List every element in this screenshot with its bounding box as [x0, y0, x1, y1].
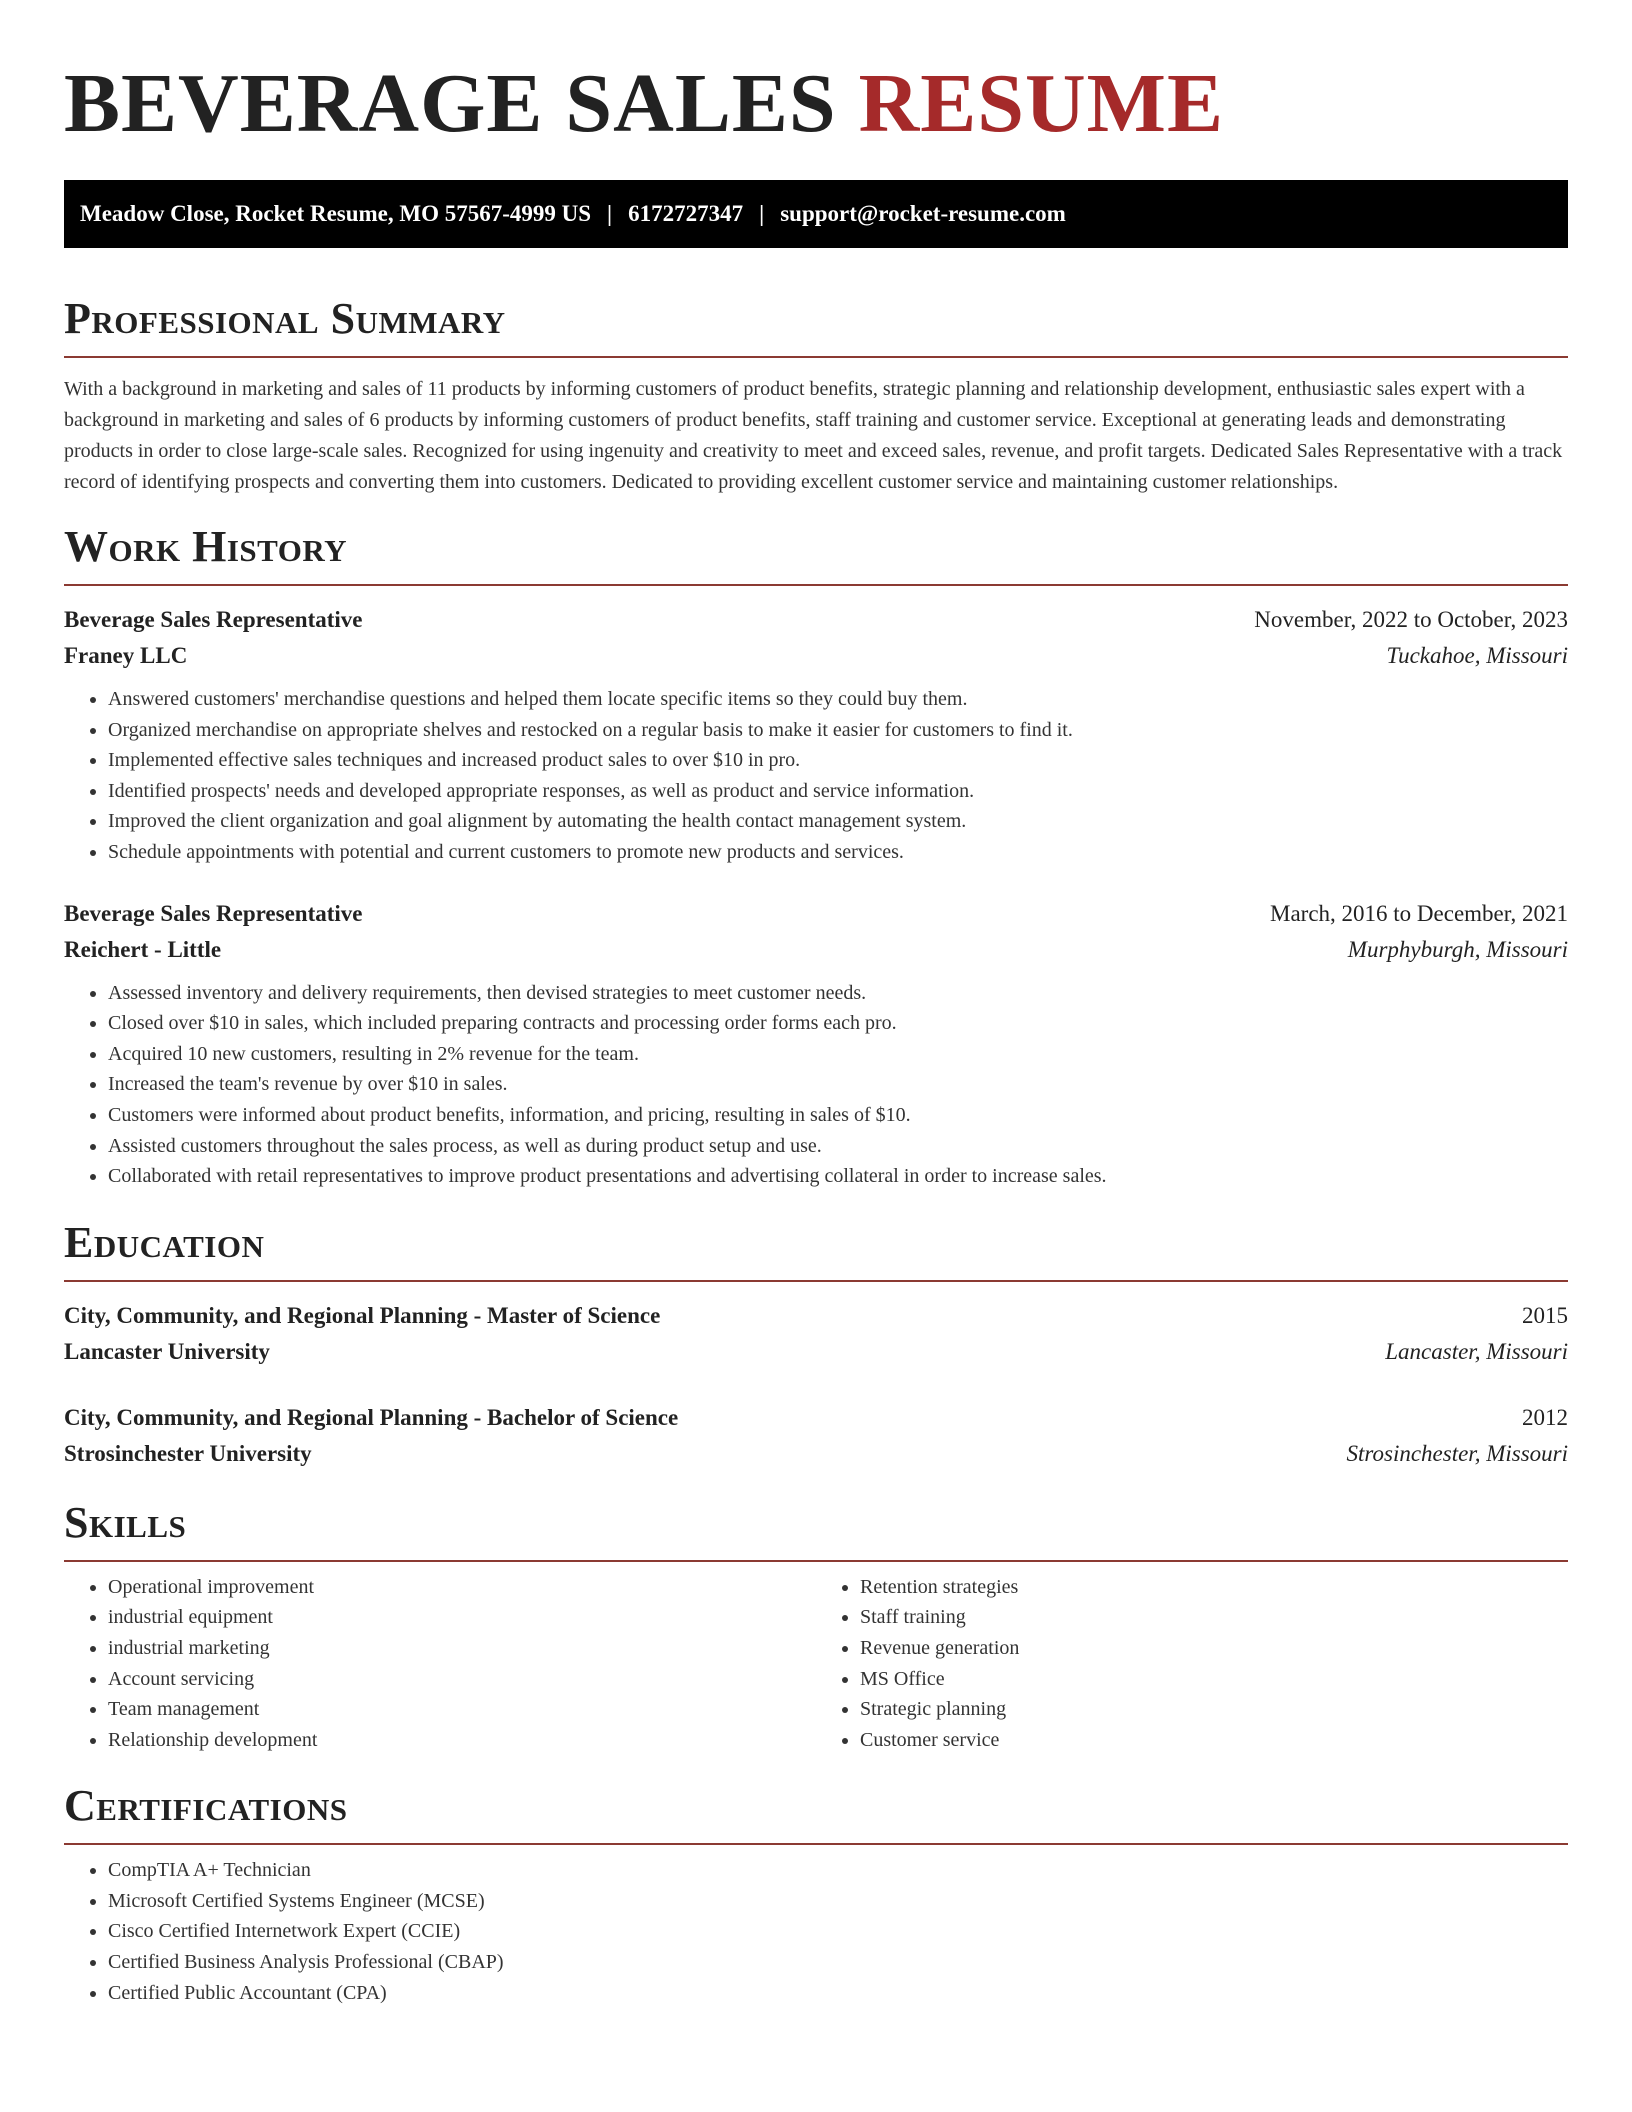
job-company: Reichert - Little [64, 936, 222, 962]
list-item: • CompTIA A+ Technician [108, 1855, 1568, 1886]
education-school: Lancaster University [64, 1338, 270, 1364]
list-item: • Certified Public Accountant (CPA) [108, 1978, 1568, 2009]
education-year: 2012 [1522, 1404, 1568, 1430]
list-item: • Relationship development [108, 1725, 816, 1756]
certifications-heading: Certifications [64, 1781, 348, 1831]
contact-separator: | [607, 201, 613, 226]
work-history-section [64, 520, 1568, 1192]
skills-grid [64, 1562, 1568, 1756]
contact-email: support@rocket-resume.com [780, 201, 1066, 226]
education-heading: Education [64, 1217, 265, 1267]
list-item: • Strategic planning [860, 1694, 1568, 1725]
job-dates: March, 2016 to December, 2021 [1270, 900, 1568, 926]
job-dates: November, 2022 to October, 2023 [1254, 607, 1568, 632]
job-bullets [64, 684, 1568, 868]
certifications-section [64, 1779, 1568, 2008]
list-item: • Organized merchandise on appropriate shelves and restocked on a regular basis to make it easier for customers to find it. [108, 715, 1568, 746]
list-item: • industrial equipment [108, 1602, 816, 1633]
education-school-row [64, 1436, 1568, 1472]
education-header-row [64, 1400, 1568, 1436]
section-divider [64, 1280, 1568, 1282]
list-item: • Retention strategies [860, 1572, 1568, 1603]
education-section [64, 1216, 1568, 1472]
contact-bar [64, 180, 1568, 248]
job-company-row [64, 638, 1568, 674]
job-company-row [64, 932, 1568, 968]
list-item: • Operational improvement [108, 1572, 816, 1603]
job-company: Franey LLC [64, 643, 188, 668]
contact-address: Meadow Close, Rocket Resume, MO 57567-4999 US [80, 201, 592, 226]
education-header-row [64, 1298, 1568, 1334]
list-item: • Collaborated with retail representatives to improve product presentations and advertising collateral in order to increase sales. [108, 1161, 1568, 1192]
contact-phone: 6172727347 [628, 201, 744, 226]
section-divider [64, 584, 1568, 586]
list-item: • Microsoft Certified Systems Engineer (MCSE) [108, 1886, 1568, 1917]
job-entry [64, 602, 1568, 868]
section-divider [64, 1843, 1568, 1845]
list-item: • Revenue generation [860, 1633, 1568, 1664]
list-item: • Team management [108, 1694, 816, 1725]
list-item: • Schedule appointments with potential and current customers to promote new products and services. [108, 837, 1568, 868]
resume-title [64, 0, 1568, 152]
skills-list-right [816, 1572, 1568, 1756]
skills-list-left [64, 1572, 816, 1756]
education-school: Strosinchester University [64, 1440, 312, 1466]
education-degree: City, Community, and Regional Planning - Master of Science [64, 1302, 661, 1328]
list-item: • Customer service [860, 1725, 1568, 1756]
title-main: BEVERAGE SALES [64, 57, 837, 150]
skills-heading: Skills [64, 1497, 187, 1547]
list-item: • Cisco Certified Internetwork Expert (CCIE) [108, 1916, 1568, 1947]
job-title: Beverage Sales Representative [64, 607, 363, 632]
list-item: • industrial marketing [108, 1633, 816, 1664]
skills-section [64, 1496, 1568, 1756]
job-bullets [64, 978, 1568, 1192]
list-item: • Certified Business Analysis Professional (CBAP) [108, 1947, 1568, 1978]
list-item: • Increased the team's revenue by over $10 in sales. [108, 1069, 1568, 1100]
contact-separator: | [759, 201, 765, 226]
summary-heading: Professional Summary [64, 294, 506, 343]
education-entry [64, 1298, 1568, 1370]
list-item: • Staff training [860, 1602, 1568, 1633]
job-title: Beverage Sales Representative [64, 900, 363, 926]
job-location: Murphyburgh, Missouri [1347, 936, 1568, 962]
education-school-row [64, 1334, 1568, 1370]
job-location: Tuckahoe, Missouri [1386, 643, 1568, 668]
education-location: Strosinchester, Missouri [1346, 1440, 1568, 1466]
list-item: • Assisted customers throughout the sales process, as well as during product setup and use. [108, 1131, 1568, 1162]
list-item: • Account servicing [108, 1664, 816, 1695]
education-location: Lancaster, Missouri [1385, 1338, 1568, 1364]
education-degree: City, Community, and Regional Planning - Bachelor of Science [64, 1404, 679, 1430]
title-accent: RESUME [858, 57, 1224, 150]
list-item: • Answered customers' merchandise questions and helped them locate specific items so they could buy them. [108, 684, 1568, 715]
summary-section [64, 292, 1568, 498]
list-item: • Implemented effective sales techniques and increased product sales to over $10 in pro. [108, 745, 1568, 776]
education-year: 2015 [1522, 1302, 1568, 1328]
list-item: • Customers were informed about product benefits, information, and pricing, resulting in sales of $10. [108, 1100, 1568, 1131]
work-history-heading: Work History [64, 522, 348, 571]
education-entry [64, 1400, 1568, 1472]
list-item: • Acquired 10 new customers, resulting in 2% revenue for the team. [108, 1039, 1568, 1070]
job-header-row [64, 896, 1568, 932]
list-item: • Closed over $10 in sales, which included preparing contracts and processing order forms each pro. [108, 1008, 1568, 1039]
section-divider [64, 356, 1568, 358]
list-item: • Improved the client organization and goal alignment by automating the health contact management system. [108, 806, 1568, 837]
job-entry [64, 896, 1568, 1192]
list-item: • Identified prospects' needs and developed appropriate responses, as well as product and service information. [108, 776, 1568, 807]
certifications-list [64, 1855, 1568, 2008]
list-item: • MS Office [860, 1664, 1568, 1695]
summary-text: With a background in marketing and sales of 11 products by informing customers of product benefits, strategic planning and relationship development, enthusiastic sales expert with a background in marketing and sales of 6 products by informing customers of product benefits, staff training and customer service. Exceptional at generating leads and demonstrating products in order to close large-scale sales. Recognized for using ingenuity and creativity to meet and exceed sales, revenue, and profit targets. Dedicated Sales Representative with a track record of identifying prospects and converting them into customers. Dedicated to providing excellent customer service and maintaining customer relationships. [64, 378, 1563, 493]
list-item: • Assessed inventory and delivery requirements, then devised strategies to meet customer needs. [108, 978, 1568, 1009]
job-header-row [64, 602, 1568, 638]
